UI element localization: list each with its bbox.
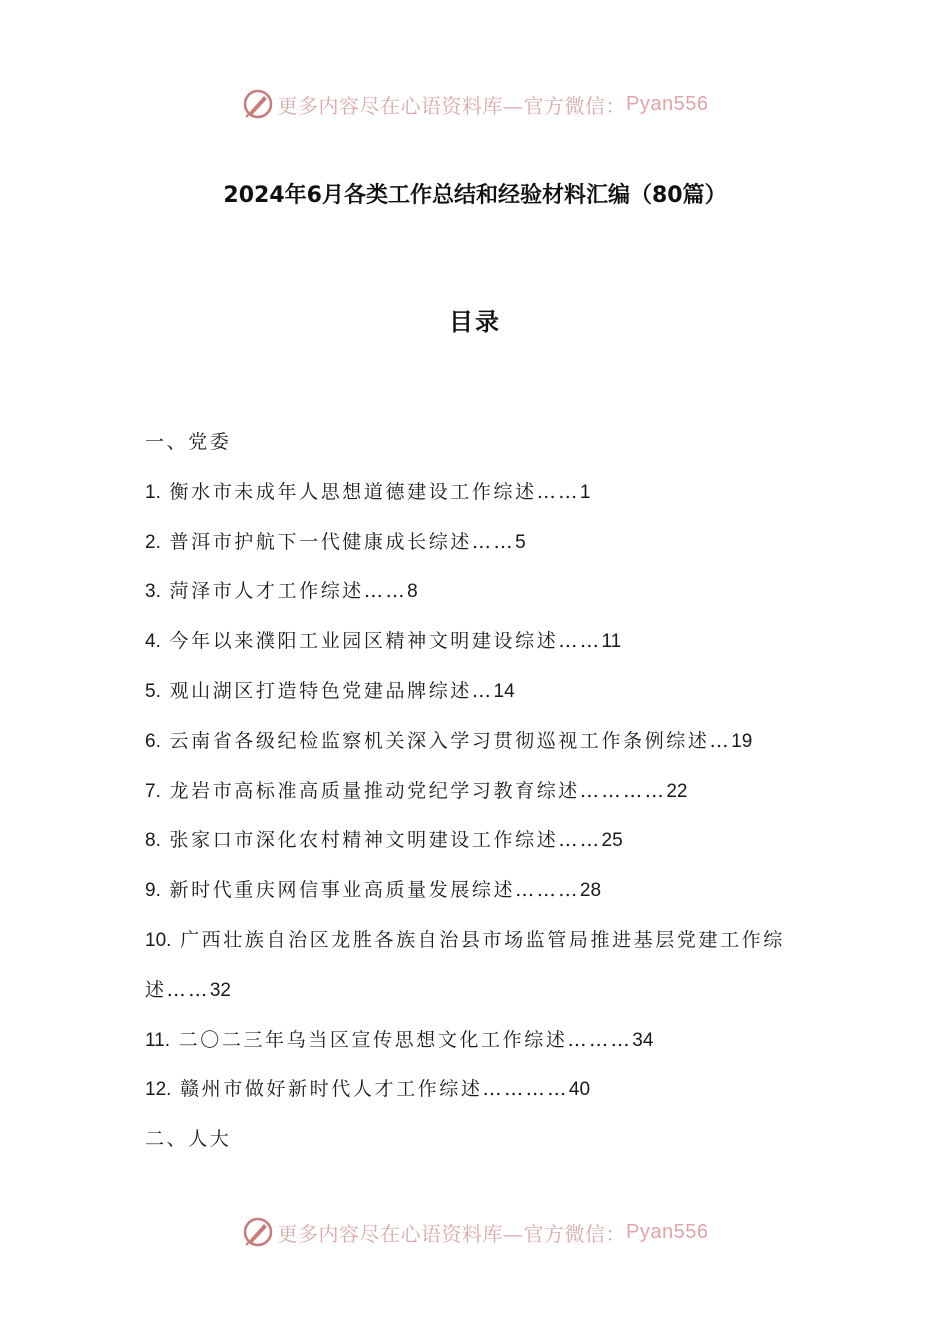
toc-item[interactable]	[145, 567, 815, 617]
toc-item-page: 8	[407, 581, 418, 603]
toc-item-page: 1	[579, 481, 591, 503]
toc-item-number: 11.	[145, 1029, 171, 1051]
toc-item-title: 二〇二三年乌当区宣传思想文化工作综述	[178, 1028, 568, 1051]
toc-item-page: 34	[632, 1029, 654, 1051]
watermark-wechat-id: Pyan556	[626, 92, 709, 115]
toc-item-title: 云南省各级纪检监察机关深入学习贯彻巡视工作条例综述	[169, 729, 710, 752]
toc-item-number: 5.	[145, 680, 161, 702]
document-title: 2024年6月各类工作总结和经验材料汇编（80篇）	[223, 183, 727, 208]
toc-item[interactable]	[145, 916, 815, 1016]
toc-item-leader: …	[471, 679, 494, 702]
toc-item-leader: …………	[579, 779, 667, 802]
toc-item-leader: ……	[363, 580, 408, 603]
toc-item[interactable]	[145, 518, 815, 568]
toc-section-heading: 一、党委	[145, 431, 232, 453]
toc-item-title: 龙岩市高标准高质量推动党纪学习教育综述	[169, 779, 580, 802]
toc-item-leader: ………	[567, 1028, 633, 1051]
toc-item-number: 1.	[145, 481, 161, 503]
toc-item-page: 28	[579, 880, 602, 902]
toc-item-page: 25	[601, 830, 623, 852]
toc-item-number: 8.	[145, 830, 161, 852]
toc-item-title: 今年以来濮阳工业园区精神文明建设综述	[169, 630, 559, 653]
toc-item-number: 2.	[145, 531, 161, 553]
toc-item-title: 普洱市护航下一代健康成长综述	[169, 530, 472, 553]
toc-item-page: 14	[493, 680, 515, 702]
toc-item-number: 4.	[145, 631, 161, 653]
toc-item-page: 32	[209, 979, 231, 1001]
toc-item[interactable]	[145, 667, 815, 717]
toc-item[interactable]	[145, 717, 815, 767]
toc-item-leader: ……	[558, 630, 602, 653]
toc-item-page: 40	[568, 1079, 591, 1101]
toc-item-leader: ……	[471, 530, 516, 553]
pen-logo-icon	[242, 1216, 274, 1248]
toc-section-heading: 二、人大	[145, 1128, 232, 1151]
toc-item-number: 12.	[145, 1079, 172, 1101]
watermark-text: 更多内容尽在心语资料库—官方微信：	[277, 1221, 627, 1246]
toc-item[interactable]	[145, 1016, 815, 1066]
watermark-text: 更多内容尽在心语资料库—官方微信：	[277, 93, 627, 118]
table-of-contents	[145, 418, 815, 1165]
toc-item-page: 5	[515, 531, 526, 553]
toc-item-title: 观山湖区打造特色党建品牌综述	[169, 679, 472, 702]
toc-item-title: 衡水市未成年人思想道德建设工作综述	[169, 480, 537, 503]
footer-watermark	[0, 1212, 950, 1252]
toc-item-leader: …	[709, 729, 732, 752]
watermark-wechat-id: Pyan556	[626, 1220, 709, 1243]
toc-item-page: 11	[601, 631, 622, 653]
toc-item[interactable]	[145, 816, 815, 866]
toc-item-page: 19	[731, 730, 753, 752]
toc-item-leader: ………	[515, 879, 580, 902]
toc-item-leader: ……	[558, 829, 602, 852]
toc-item-number: 10.	[145, 929, 172, 951]
toc-item[interactable]	[145, 1065, 815, 1115]
toc-item-number: 7.	[145, 780, 161, 802]
toc-item-title: 新时代重庆网信事业高质量发展综述	[169, 879, 516, 902]
toc-item-number: 3.	[145, 581, 161, 603]
toc-heading: 目录	[449, 308, 501, 336]
toc-item[interactable]	[145, 468, 815, 518]
toc-item[interactable]	[145, 866, 815, 916]
toc-item[interactable]	[145, 617, 815, 667]
toc-item-title: 张家口市深化农村精神文明建设工作综述	[169, 829, 559, 852]
toc-item-number: 9.	[145, 880, 161, 902]
toc-item-leader: ……	[536, 480, 580, 503]
pen-logo-icon	[242, 88, 274, 120]
toc-item-leader: …………	[482, 1078, 569, 1101]
toc-item-title: 广西壮族自治区龙胜各族自治县市场监管局推进基层党建工作综述	[145, 928, 785, 1001]
toc-item-title: 菏泽市人才工作综述	[169, 580, 364, 603]
toc-item-leader: ……	[166, 978, 210, 1001]
toc-item-number: 6.	[145, 730, 161, 752]
toc-item-page: 22	[666, 780, 688, 802]
toc-item-title: 赣州市做好新时代人才工作综述	[180, 1078, 483, 1101]
header-watermark	[0, 84, 950, 124]
toc-item[interactable]	[145, 767, 815, 817]
